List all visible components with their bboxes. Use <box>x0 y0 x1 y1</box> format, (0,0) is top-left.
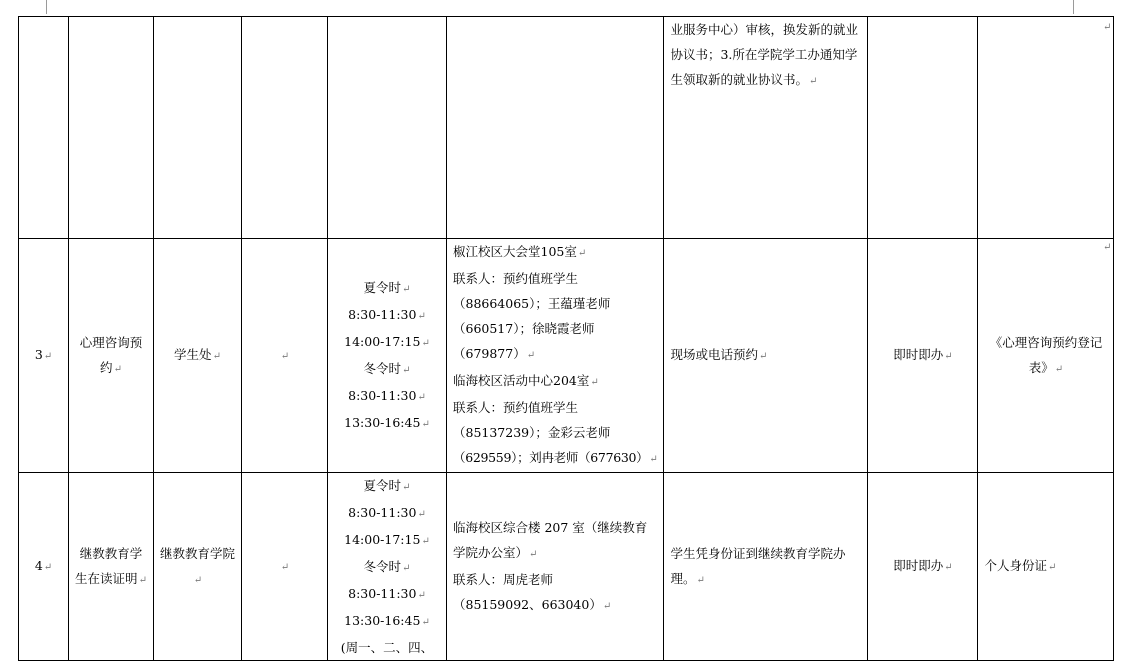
cell-time <box>868 239 978 473</box>
hours-line: 8:30-11:30 <box>348 505 417 520</box>
paragraph-mark: ↵ <box>696 574 705 586</box>
hours-line: 冬令时 <box>363 559 402 574</box>
location-line: （85159092、663040） <box>453 596 602 612</box>
processing-time: 即时即办 <box>893 347 944 362</box>
department: 继教教育学院 <box>160 545 236 561</box>
row-end-mark: ↵ <box>1103 242 1112 253</box>
paragraph-mark: ↵ <box>138 574 147 586</box>
procedure-text: 学生凭身份证到继续教育学院办理。 <box>670 545 846 586</box>
cell-hours <box>328 17 447 239</box>
hours-line: (周一、二、四、 <box>340 640 434 655</box>
hours-line: 8:30-11:30 <box>348 586 417 601</box>
procedure-text: 业服务中心）审核，换发新的就业协议书；3.所在学院学工办通知学生领取新的就业协议书。 <box>670 22 858 87</box>
processing-time: 即时即办 <box>893 558 944 573</box>
paragraph-mark: ↵ <box>43 562 53 573</box>
hours-line: 夏令时 <box>363 279 402 295</box>
paragraph-mark: ↵ <box>417 391 426 403</box>
table-row <box>19 239 1114 473</box>
paragraph-mark: ↵ <box>402 364 411 376</box>
row-number: 4 <box>34 558 43 573</box>
hours-line: 13:30-16:45 <box>344 414 421 430</box>
paragraph-mark: ↵ <box>193 574 203 586</box>
paragraph-mark: ↵ <box>280 562 290 573</box>
item-name: 心理咨询预约 <box>79 334 143 375</box>
paragraph-mark: ↵ <box>417 310 426 322</box>
location-line: （85137239）；金彩云老师 <box>453 425 611 440</box>
row-end-mark: ↵ <box>1103 22 1112 33</box>
materials-text: 个人身份证 <box>984 558 1047 573</box>
cell-no <box>19 473 69 661</box>
paragraph-mark: ↵ <box>1054 363 1064 375</box>
paragraph-mark: ↵ <box>529 548 538 560</box>
paragraph-mark: ↵ <box>421 337 430 349</box>
cell-blank <box>242 239 328 473</box>
location-line: （679877） <box>453 346 526 361</box>
cell-no <box>19 17 69 239</box>
procedure-text: 现场或电话预约 <box>670 347 758 362</box>
hours-line: 8:30-11:30 <box>348 306 417 322</box>
paragraph-mark: ↵ <box>602 600 612 612</box>
cell-item <box>69 17 154 239</box>
paragraph-mark: ↵ <box>212 351 221 362</box>
paragraph-mark: ↵ <box>944 562 953 573</box>
paragraph-mark: ↵ <box>417 509 426 520</box>
cell-location <box>447 239 664 473</box>
cell-blank <box>242 473 328 661</box>
paragraph-mark: ↵ <box>421 536 430 547</box>
service-table <box>18 16 1114 661</box>
cell-materials <box>978 473 1114 661</box>
item-name: 继教教育学生在读证明 <box>75 545 143 586</box>
hours-line: 14:00-17:15 <box>344 333 421 349</box>
cell-procedure <box>664 473 868 661</box>
cell-item <box>69 473 154 661</box>
paragraph-mark: ↵ <box>43 351 53 362</box>
paragraph-mark: ↵ <box>1048 562 1057 573</box>
paragraph-mark: ↵ <box>759 351 768 362</box>
cell-location <box>447 473 664 661</box>
cell-hours <box>328 473 447 661</box>
cell-time <box>868 473 978 661</box>
row-number: 3 <box>34 347 43 362</box>
location-line: （88664065）；王蕴瑾老师 <box>453 296 611 311</box>
paragraph-mark: ↵ <box>402 283 411 295</box>
cell-procedure <box>664 17 868 239</box>
cell-dept <box>154 239 242 473</box>
cell-dept <box>154 473 242 661</box>
paragraph-mark: ↵ <box>649 454 658 465</box>
cell-location <box>447 17 664 239</box>
paragraph-mark: ↵ <box>590 377 599 388</box>
hours-line: 夏令时 <box>363 478 402 493</box>
paragraph-mark: ↵ <box>402 563 411 574</box>
cell-materials <box>978 239 1114 473</box>
paragraph-mark: ↵ <box>421 617 430 628</box>
cell-no <box>19 239 69 473</box>
paragraph-mark: ↵ <box>526 350 536 361</box>
location-line: 联系人：预约值班学生 <box>453 400 579 415</box>
page-corner-mark-right <box>1073 0 1074 14</box>
paragraph-mark: ↵ <box>809 76 818 87</box>
location-line: 椒江校区大会堂105室 <box>453 244 577 259</box>
hours-line: 13:30-16:45 <box>344 613 421 628</box>
cell-procedure <box>664 239 868 473</box>
paragraph-mark: ↵ <box>577 248 587 259</box>
location-line: （660517）；徐晓霞老师 <box>453 321 595 336</box>
paragraph-mark: ↵ <box>402 482 411 493</box>
location-line: 临海校区综合楼 207 室（继续教育学院办公室） <box>453 519 648 560</box>
paragraph-mark: ↵ <box>944 351 953 362</box>
paragraph-mark: ↵ <box>417 590 426 601</box>
cell-dept <box>154 17 242 239</box>
cell-materials <box>978 17 1114 239</box>
paragraph-mark: ↵ <box>280 351 290 362</box>
cell-item <box>69 239 154 473</box>
cell-time <box>868 17 978 239</box>
location-line: 联系人：周虎老师 <box>453 571 554 587</box>
location-line: （629559）；刘冉老师（677630） <box>453 450 649 465</box>
hours-line: 冬令时 <box>363 360 402 376</box>
location-line: 临海校区活动中心204室 <box>453 373 590 388</box>
table-row <box>19 17 1114 239</box>
paragraph-mark: ↵ <box>421 418 430 430</box>
hours-line: 14:00-17:15 <box>344 532 421 547</box>
materials-text: 《心理咨询预约登记表》 <box>989 334 1103 375</box>
department: 学生处 <box>174 347 212 362</box>
location-line: 联系人：预约值班学生 <box>453 271 579 286</box>
table-row <box>19 473 1114 661</box>
hours-line: 8:30-11:30 <box>348 387 417 403</box>
paragraph-mark: ↵ <box>113 363 122 375</box>
page-corner-mark-left <box>46 0 47 14</box>
cell-blank <box>242 17 328 239</box>
cell-hours <box>328 239 447 473</box>
